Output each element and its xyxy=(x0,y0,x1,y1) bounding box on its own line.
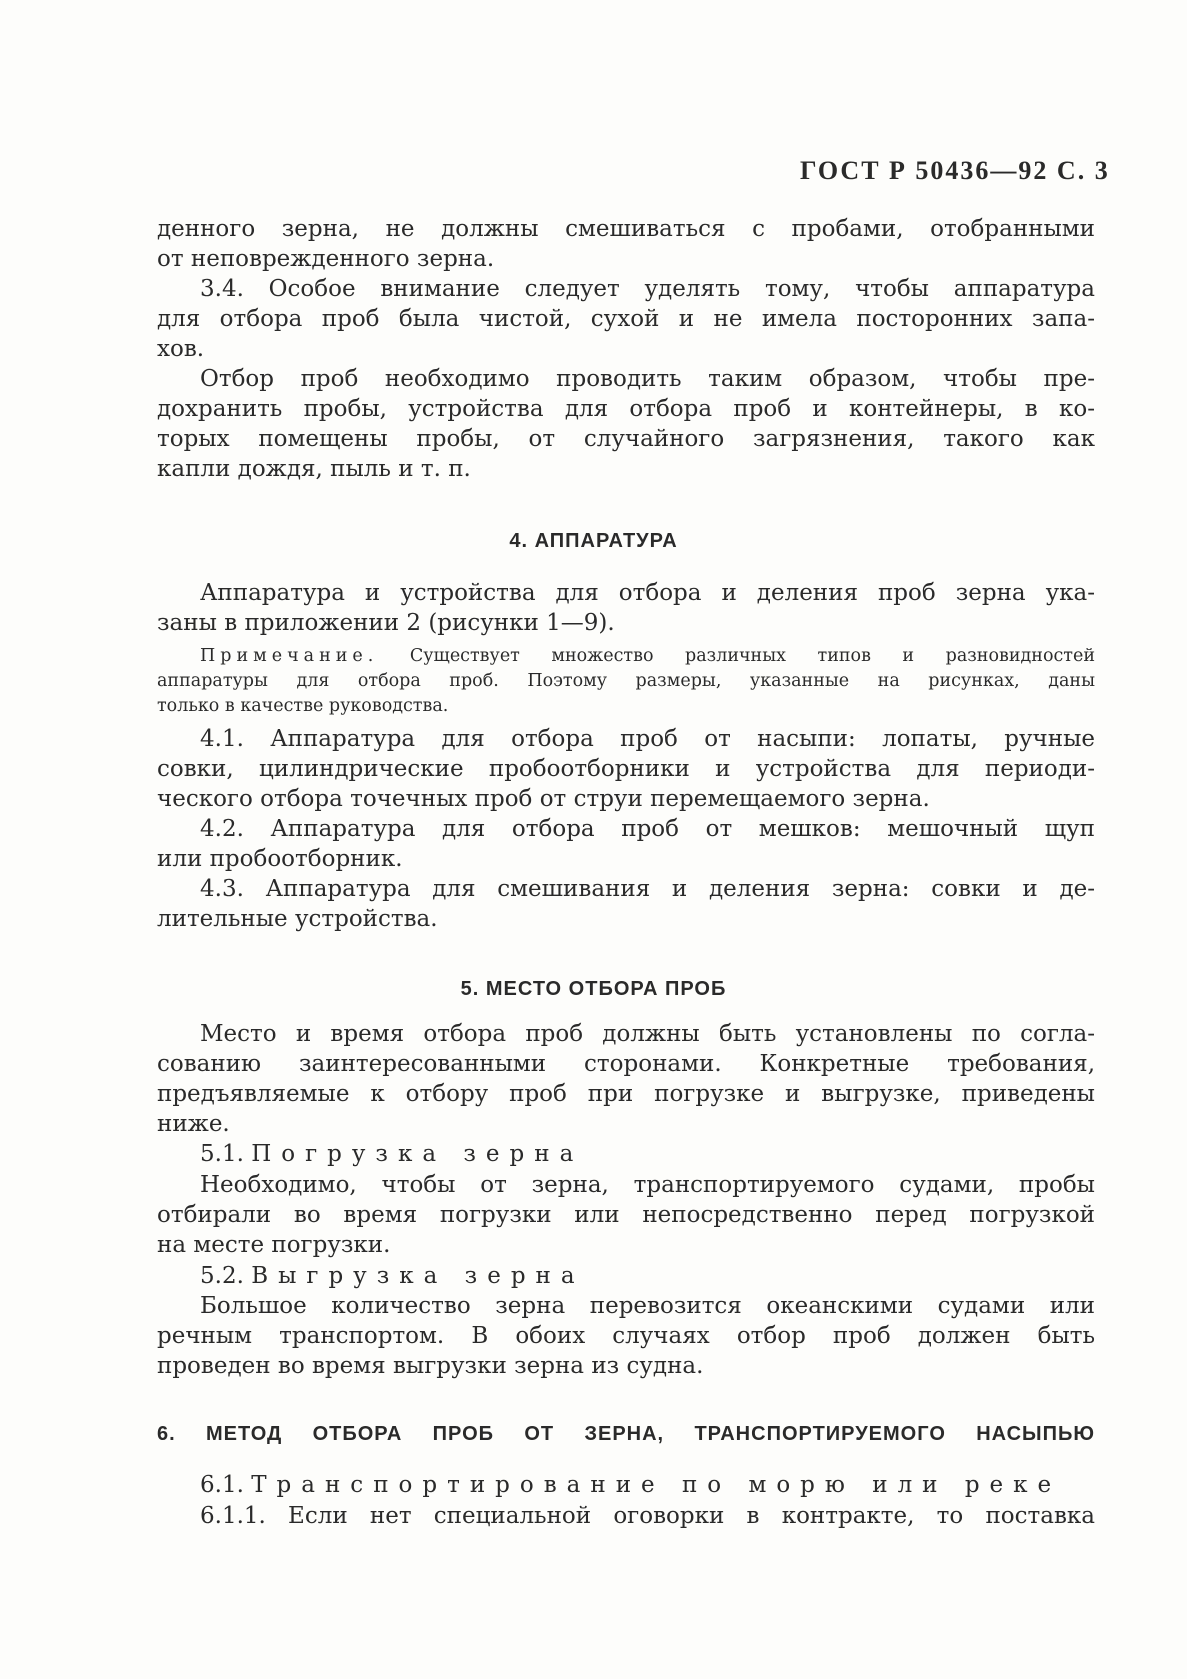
text-line: на месте погрузки. xyxy=(157,1232,391,1258)
text-line: Необходимо, чтобы от зерна, транспортируемого судами, пробы xyxy=(200,1172,1095,1198)
subsection-heading-5-1: 5.1. Погрузка зерна xyxy=(200,1141,584,1167)
text-line: ческого отбора точечных проб от струи перемещаемого зерна. xyxy=(157,786,930,812)
text-line: сованию заинтересованными сторонами. Конкретные требования, xyxy=(157,1051,1095,1077)
text-line: Аппаратура и устройства для отбора и деления проб зерна ука- xyxy=(200,580,1095,606)
note-line: аппаратуры для отбора проб. Поэтому размеры, указанные на рисунках, даны xyxy=(157,671,1095,691)
text-line: проведен во время выгрузки зерна из судна. xyxy=(157,1353,704,1379)
note-label: Примечание. xyxy=(200,646,379,666)
text-line: ниже. xyxy=(157,1111,230,1137)
note-line: только в качестве руководства. xyxy=(157,696,449,716)
text-line: лительные устройства. xyxy=(157,906,438,932)
subsection-heading-6-1: 6.1. Транспортирование по морю или реке xyxy=(200,1472,1062,1498)
section-heading-6: 6. МЕТОД ОТБОРА ПРОБ ОТ ЗЕРНА, ТРАНСПОРТИРУЕМОГО НАСЫПЬЮ xyxy=(157,1423,1095,1445)
text-line: капли дождя, пыль и т. п. xyxy=(157,456,471,482)
text-line: дохранить пробы, устройства для отбора проб и контейнеры, в ко- xyxy=(157,396,1095,422)
page-header: ГОСТ Р 50436—92 С. 3 xyxy=(800,156,1110,185)
text-line: 3.4. Особое внимание следует уделять тому, чтобы аппаратура xyxy=(200,276,1095,302)
note-line: Примечание. Существует множество различных типов и разновидностей xyxy=(200,646,1095,666)
text-line: хов. xyxy=(157,336,205,362)
text-line: от неповрежденного зерна. xyxy=(157,246,495,272)
text-line: Большое количество зерна перевозится океанскими судами или xyxy=(200,1293,1095,1319)
section-heading-4: 4. АППАРАТУРА xyxy=(509,530,678,552)
text-line: 4.3. Аппаратура для смешивания и деления зерна: совки и де- xyxy=(200,876,1095,902)
text-line: 6.1.1. Если нет специальной оговорки в контракте, то поставка xyxy=(200,1503,1095,1529)
text-line: торых помещены пробы, от случайного загрязнения, такого как xyxy=(157,426,1095,452)
text-line: предъявляемые к отбору проб при погрузке и выгрузке, приведены xyxy=(157,1081,1095,1107)
text-line: отбирали во время погрузки или непосредственно перед погрузкой xyxy=(157,1202,1095,1228)
section-heading-5: 5. МЕСТО ОТБОРА ПРОБ xyxy=(460,978,727,1000)
text-line: или пробоотборник. xyxy=(157,846,403,872)
text-line: 4.2. Аппаратура для отбора проб от мешков: мешочный щуп xyxy=(200,816,1095,842)
text-line: Место и время отбора проб должны быть установлены по согла- xyxy=(200,1021,1095,1047)
text-line: денного зерна, не должны смешиваться с пробами, отобранными xyxy=(157,216,1095,242)
text-line: Отбор проб необходимо проводить таким образом, чтобы пре- xyxy=(200,366,1095,392)
text-line: 4.1. Аппаратура для отбора проб от насыпи: лопаты, ручные xyxy=(200,726,1095,752)
text-line: совки, цилиндрические пробоотборники и устройства для периоди- xyxy=(157,756,1095,782)
text-line: речным транспортом. В обоих случаях отбор проб должен быть xyxy=(157,1323,1095,1349)
text-line: для отбора проб была чистой, сухой и не имела посторонних запа- xyxy=(157,306,1095,332)
text-line: заны в приложении 2 (рисунки 1—9). xyxy=(157,610,615,636)
subsection-heading-5-2: 5.2. Выгрузка зерна xyxy=(200,1263,585,1289)
